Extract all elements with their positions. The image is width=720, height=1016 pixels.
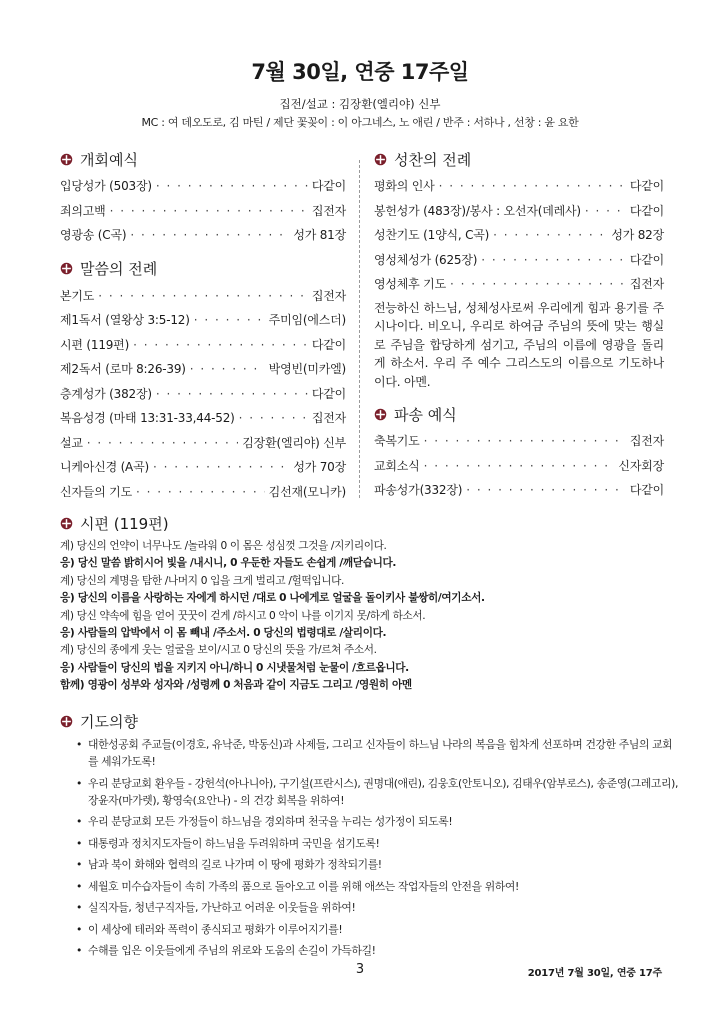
order-value: 집전자	[311, 288, 346, 303]
psalm-line: 함께) 영광이 성부와 성자와 /성령께 0 처음과 같이 지금도 그리고 /영원히 아멘	[60, 679, 412, 692]
order-value: 신자회장	[618, 458, 664, 473]
prayer-item: • 대한성공회 주교들(이경호, 유낙준, 박동신)과 사제들, 그리고 신자들이 하느님 나라의 복음을 힘차게 선포하며 건강한 주님의 교회를 세워가도록!	[78, 736, 680, 770]
order-row	[60, 333, 346, 358]
order-label: 교회소식	[374, 458, 420, 473]
cross-icon	[60, 715, 73, 728]
order-value: 다같이	[311, 179, 346, 193]
order-label: 복음성경 (마태 13:31-33,44-52)	[60, 411, 235, 425]
order-value: 집전자	[311, 411, 346, 425]
order-row	[374, 223, 664, 248]
order-value: 집전자	[311, 203, 346, 218]
leader-dots	[156, 382, 308, 407]
order-row	[60, 480, 346, 505]
prayer-item: • 대통령과 정치지도자들이 하느님을 두려워하며 국민을 섬기도록!	[78, 835, 680, 852]
page-number: 3	[355, 962, 365, 977]
order-label: 영성체후 기도	[374, 277, 446, 291]
order-value: 다같이	[311, 386, 346, 401]
order-label: 축복기도	[374, 434, 420, 448]
order-value: 성가 82장	[611, 228, 664, 242]
spacer	[374, 391, 664, 403]
celebrant-line: 집전/설교 : 김장환(엘리야) 신부	[279, 97, 441, 111]
cross-icon	[374, 153, 387, 166]
order-value: 박영빈(미카엘)	[268, 362, 346, 376]
section-title: 개회예식	[80, 150, 138, 169]
order-label: 평화의 인사	[374, 179, 435, 193]
section-title: 파송 예식	[394, 405, 457, 424]
leader-dots	[466, 478, 626, 503]
order-label: 영광송 (C곡)	[60, 228, 127, 242]
leader-dots	[585, 199, 626, 224]
section-heading	[60, 512, 680, 534]
leader-dots	[439, 174, 626, 199]
prayer-title: 기도의향	[80, 712, 138, 731]
spacer	[60, 248, 346, 258]
roles-line: MC : 여 데오도로, 김 마틴 / 제단 꽃꽂이 : 이 아그네스, 노 애린 / 반주 : 서하나 , 선창 : 윤 요한	[141, 116, 579, 129]
right-column	[374, 148, 664, 503]
order-row	[60, 308, 346, 333]
leader-dots	[450, 272, 626, 297]
cross-icon	[60, 517, 73, 530]
order-label: 영성체성가 (625장)	[374, 252, 478, 267]
psalm-lines	[60, 538, 680, 695]
order-label: 니케아신경 (A곡)	[60, 460, 149, 474]
order-value: 성가 81장	[293, 228, 346, 242]
section-title: 말씀의 전례	[80, 260, 158, 278]
leader-dots	[424, 454, 615, 479]
order-value: 다같이	[629, 252, 664, 267]
order-row	[60, 455, 346, 480]
prayer-item: • 실직자들, 청년구직자들, 가난하고 어려운 이웃들을 위하여!	[78, 899, 680, 916]
order-row	[60, 357, 346, 382]
order-row	[374, 199, 664, 224]
order-row	[374, 248, 664, 273]
leader-dots	[153, 455, 289, 480]
order-row	[60, 431, 346, 456]
prayer-item: • 수해를 입은 이웃들에게 주님의 위로와 도움의 손길이 가득하길!	[78, 942, 680, 959]
leader-dots	[481, 248, 626, 273]
order-label: 본기도	[60, 288, 95, 303]
post-communion-prayer: 전능하신 하느님, 성체성사로써 우리에게 힘과 용기를 주시나이다. 비오니, 우리로 하여금 주님의 뜻에 맞는 행실로 주님을 합당하게 섬기고, 주님의 이름에 영광을 돌리게 하소서. 우리 주 예수 그리스도의 이름으로 기도하나이다. 아멘.	[374, 300, 664, 389]
order-row	[60, 382, 346, 407]
psalm-line: 응) 당신 말씀 밝히시어 빛을 /내시니, 0 우둔한 자들도 손쉽게 /깨닫습니다.	[60, 557, 397, 570]
leader-dots	[130, 223, 289, 248]
cross-icon	[374, 408, 387, 421]
section-heading	[60, 710, 680, 732]
order-label: 설교	[60, 435, 83, 450]
psalm-line: 응) 당신의 이름을 사랑하는 자에게 하시던 /대로 0 나에게로 얼굴을 돌이키사 불쌍히/여기소서.	[60, 592, 485, 605]
leader-dots	[133, 333, 308, 358]
order-value: 성가 70장	[293, 460, 346, 474]
order-label: 죄의고백	[60, 203, 106, 218]
leader-dots	[194, 308, 265, 333]
section-heading	[374, 148, 664, 170]
order-label: 성찬기도 (1양식, C곡)	[374, 228, 490, 242]
order-row	[60, 284, 346, 309]
column-divider	[359, 160, 360, 498]
order-label: 파송성가(332장)	[374, 483, 463, 497]
section-heading	[60, 258, 346, 280]
cross-icon	[60, 153, 73, 166]
section-heading	[374, 403, 664, 425]
order-label: 봉헌성가 (483장)/봉사 : 오선자(데레사)	[374, 203, 581, 218]
page-title: 7월 30일, 연중 17주일	[251, 60, 469, 84]
prayer-item: • 세월호 미수습자들이 속히 가족의 품으로 돌아오고 이를 위해 애쓰는 작업자들의 안전을 위하여!	[78, 878, 680, 895]
order-row	[60, 223, 346, 248]
prayer-item: • 우리 분당교회 모든 가정들이 하느님을 경외하며 천국을 누리는 성가정이 되도록!	[78, 813, 680, 830]
leader-dots	[98, 284, 308, 309]
order-value: 다같이	[311, 337, 346, 352]
order-label: 제1독서 (열왕상 3:5-12)	[60, 313, 190, 327]
order-value: 다같이	[629, 203, 664, 218]
order-row	[374, 478, 664, 503]
order-value: 다같이	[629, 179, 664, 193]
psalm-line: 계) 당신 약속에 힘을 얻어 꿋꿋이 걷게 /하시고 0 악이 나를 이기지 못/하게 하소서.	[60, 609, 426, 622]
order-value: 김장환(엘리야) 신부	[242, 435, 346, 450]
order-row	[374, 272, 664, 297]
psalm-line: 응) 사람들의 압박에서 이 몸 빼내 /주소서. 0 당신의 법령대로 /살리이다.	[60, 626, 387, 639]
psalm-line: 계) 당신의 언약이 너무나도 /놀라워 0 이 몸은 성심껏 그것을 /지키리이다.	[60, 540, 387, 552]
psalm-section	[60, 512, 680, 695]
psalm-line: 계) 당신의 종에게 웃는 얼굴을 보이/시고 0 당신의 뜻을 가/르쳐 주소서.	[60, 644, 377, 657]
leader-dots	[239, 406, 308, 431]
section-heading	[60, 148, 346, 170]
order-row	[60, 174, 346, 199]
order-row	[60, 406, 346, 431]
prayer-list	[78, 736, 680, 959]
prayer-section	[60, 710, 680, 964]
leader-dots	[110, 199, 308, 224]
order-label: 입당성가 (503장)	[60, 179, 152, 193]
order-value: 집전자	[629, 434, 664, 448]
prayer-item: • 남과 북이 화해와 협력의 길로 나가며 이 땅에 평화가 정착되기를!	[78, 856, 680, 873]
prayer-item: • 우리 분당교회 환우들 - 강헌석(아나니아), 구기설(프란시스), 권명대(애린), 김웅호(안토니오), 김태우(암부로스), 송준영(그레고리), 장윤자(마가렛), 황영숙(요안나) - 의 건강 회복을 위하여!	[78, 775, 680, 809]
order-label: 시편 (119편)	[60, 337, 130, 352]
leader-dots	[424, 429, 626, 454]
left-column	[60, 148, 346, 504]
cross-icon	[60, 262, 73, 275]
order-label: 층계성가 (382장)	[60, 386, 152, 401]
leader-dots	[156, 174, 308, 199]
order-value: 김선재(모니카)	[268, 484, 346, 499]
section-title: 성찬의 전례	[394, 150, 472, 169]
footer-date: 2017년 7월 30일, 연중 17주	[527, 968, 662, 979]
leader-dots	[493, 223, 607, 248]
leader-dots	[190, 357, 265, 382]
order-value: 주미임(에스더)	[268, 313, 346, 327]
order-value: 다같이	[629, 483, 664, 497]
prayer-item: • 이 세상에 테러와 폭력이 종식되고 평화가 이루어지기를!	[78, 921, 680, 938]
order-row	[374, 429, 664, 454]
psalm-line: 응) 사람들이 당신의 법을 지키지 아니/하니 0 시냇물처럼 눈물이 /흐르옵니다.	[60, 661, 409, 674]
leader-dots	[87, 431, 238, 456]
order-value: 집전자	[629, 277, 664, 291]
order-row	[60, 199, 346, 224]
psalm-title: 시편 (119편)	[80, 514, 169, 533]
psalm-line: 계) 당신의 계명을 탐한 /나머지 0 입을 크게 벌리고 /헐떡입니다.	[60, 574, 344, 587]
order-label: 신자들의 기도	[60, 484, 132, 499]
leader-dots	[136, 480, 265, 505]
order-row	[374, 174, 664, 199]
order-label: 제2독서 (로마 8:26-39)	[60, 362, 186, 376]
order-row	[374, 454, 664, 479]
